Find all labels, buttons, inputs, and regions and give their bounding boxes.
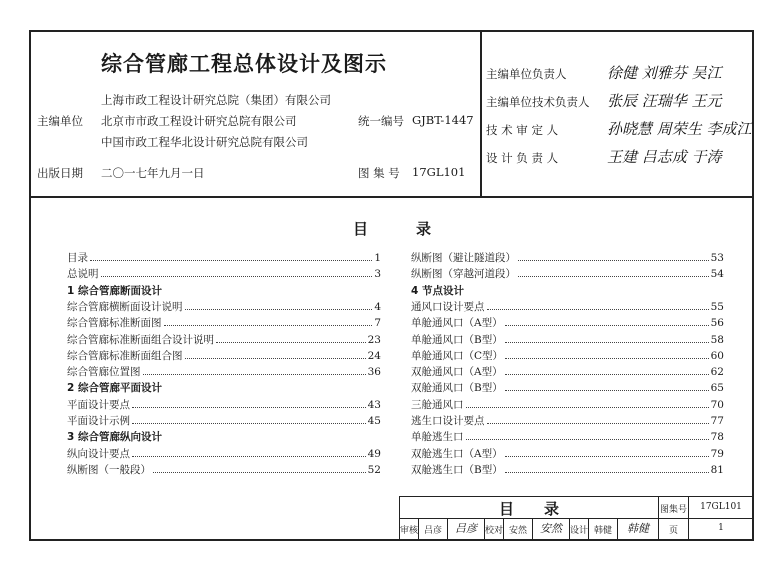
design-label: 设计 xyxy=(570,526,589,536)
unified-no-label: 统一编号 xyxy=(358,114,404,128)
org-line-3: 中国市政工程华北设计研究总院有限公司 xyxy=(101,135,308,149)
toc-entry[interactable] xyxy=(67,446,381,462)
title-block-name: 目 录 xyxy=(498,500,559,518)
toc-entry-page: 60 xyxy=(710,349,724,362)
toc-leader-dots xyxy=(143,364,366,375)
toc-leader-dots xyxy=(505,348,709,359)
toc-heading-right: 录 xyxy=(416,220,432,238)
toc-entry-page: 55 xyxy=(710,300,724,313)
role-2: 主编单位技术负责人 xyxy=(486,95,590,109)
review-label: 审核 xyxy=(400,526,419,536)
signature-1: 徐健 刘雅芬 吴江 xyxy=(607,64,722,82)
toc-entry-page: 45 xyxy=(367,415,381,427)
toc-entry-page: 77 xyxy=(710,415,724,427)
org-line-2: 北京市市政工程设计研究总院有限公司 xyxy=(101,114,297,128)
toc-entry-label: 目录 xyxy=(67,252,88,264)
toc-entry-page: 56 xyxy=(710,317,724,330)
toc-leader-dots xyxy=(505,364,709,375)
toc-entry-page: 65 xyxy=(710,382,724,395)
toc-leader-dots xyxy=(466,429,709,440)
toc-leader-dots xyxy=(185,299,373,310)
design-name: 韩健 xyxy=(593,526,612,536)
toc-entry[interactable] xyxy=(67,250,381,266)
toc-entry[interactable] xyxy=(411,250,724,266)
toc-entry-label: 单舱通风口（C型） xyxy=(411,349,504,362)
toc-leader-dots xyxy=(153,462,366,473)
toc-entry-page: 62 xyxy=(710,366,724,379)
toc-entry-label: 综合管廊横断面设计说明 xyxy=(67,300,183,313)
header-block xyxy=(31,32,752,198)
toc-entry-label: 综合管廊位置图 xyxy=(67,366,141,379)
toc-heading-left: 目 xyxy=(353,220,369,238)
toc-entry-page: 49 xyxy=(367,447,381,460)
toc-entry[interactable] xyxy=(411,266,724,282)
toc-leader-dots xyxy=(518,250,709,261)
toc-leader-dots xyxy=(132,397,366,408)
toc-entry-label: 单舱通风口（B型） xyxy=(411,333,503,346)
toc-entry-label: 三舱通风口 xyxy=(411,398,464,411)
header-divider xyxy=(480,32,482,196)
toc-entry-page: 54 xyxy=(710,268,724,281)
role-1: 主编单位负责人 xyxy=(486,67,567,81)
toc-entry-label: 纵断图（避让隧道段） xyxy=(411,252,516,264)
signature-3: 孙晓慧 周荣生 李成江 xyxy=(607,120,752,138)
toc-entry-label: 单舱通风口（A型） xyxy=(411,317,503,330)
toc-entry[interactable] xyxy=(411,446,724,462)
toc-entry-page: 7 xyxy=(374,317,381,330)
toc-entry-label: 逃生口设计要点 xyxy=(411,415,485,427)
toc-entry[interactable] xyxy=(411,299,724,315)
toc-leader-dots xyxy=(101,266,373,277)
toc-leader-dots xyxy=(487,299,709,310)
toc-leader-dots xyxy=(505,380,709,391)
toc-entry-page: 3 xyxy=(374,268,381,281)
toc-entry-label: 综合管廊标准断面组合设计说明 xyxy=(67,333,214,346)
toc-entry[interactable] xyxy=(67,332,381,348)
design-signature: 韩健 xyxy=(627,522,649,535)
role-3: 技 术 审 定 人 xyxy=(486,123,559,137)
title-block xyxy=(399,496,753,540)
toc-entry[interactable] xyxy=(411,315,724,331)
toc-leader-dots xyxy=(505,462,709,473)
toc-leader-dots xyxy=(505,446,709,457)
review-name: 吕彦 xyxy=(423,526,442,536)
toc-entry-page: 78 xyxy=(710,431,724,444)
toc-entry[interactable] xyxy=(67,266,381,282)
atlas-label: 图 集 号 xyxy=(358,166,400,180)
toc-section-heading: 2 综合管廊平面设计 xyxy=(67,382,162,395)
toc-entry-label: 综合管廊标准断面组合图 xyxy=(67,349,183,362)
title-block-atlas-label: 图集号 xyxy=(659,505,687,515)
toc-entry[interactable] xyxy=(67,364,381,380)
toc-entry-page: 52 xyxy=(367,463,381,476)
toc-entry[interactable] xyxy=(67,397,381,413)
toc-entry-page: 36 xyxy=(367,366,381,379)
toc-entry-page: 79 xyxy=(710,447,724,460)
toc-entry[interactable] xyxy=(411,332,724,348)
toc-entry[interactable] xyxy=(67,413,381,429)
toc-leader-dots xyxy=(185,348,366,359)
toc-entry-label: 总说明 xyxy=(67,268,99,281)
date-label: 出版日期 xyxy=(37,166,83,180)
toc-entry-label: 纵断图（一般段） xyxy=(67,463,151,476)
role-4: 设 计 负 责 人 xyxy=(486,151,559,165)
drawing-sheet xyxy=(29,30,754,541)
toc-entry-page: 4 xyxy=(374,300,381,313)
org-label: 主编单位 xyxy=(37,114,83,128)
signature-2: 张辰 汪瑞华 王元 xyxy=(607,92,722,110)
toc-entry-page: 43 xyxy=(367,398,381,411)
toc-entry[interactable] xyxy=(411,413,724,429)
toc-entry[interactable] xyxy=(411,348,724,364)
toc-entry-label: 单舱逃生口 xyxy=(411,431,464,444)
toc-entry-label: 双舱通风口（B型） xyxy=(411,382,503,395)
toc-leader-dots xyxy=(164,315,373,326)
publish-date: 二〇一七年九月一日 xyxy=(101,166,205,180)
page-number: 1 xyxy=(718,523,724,533)
toc-entry[interactable] xyxy=(411,397,724,413)
org-line-1: 上海市政工程设计研究总院（集团）有限公司 xyxy=(101,93,331,107)
toc-entry-page: 24 xyxy=(367,349,381,362)
document-title: 综合管廊工程总体设计及图示 xyxy=(101,52,387,76)
signature-4: 王建 吕志成 于涛 xyxy=(607,148,722,166)
toc-entry[interactable] xyxy=(411,380,724,396)
toc-leader-dots xyxy=(466,397,709,408)
toc-entry[interactable] xyxy=(67,348,381,364)
toc-leader-dots xyxy=(90,250,372,261)
toc-entry-page: 1 xyxy=(374,252,381,264)
toc-entry[interactable] xyxy=(67,299,381,315)
toc-entry-label: 平面设计示例 xyxy=(67,415,130,427)
toc-leader-dots xyxy=(505,332,709,343)
toc-leader-dots xyxy=(518,266,709,277)
toc-section-heading: 1 综合管廊断面设计 xyxy=(67,284,162,297)
toc-entry[interactable] xyxy=(411,429,724,445)
toc-entry[interactable] xyxy=(67,462,381,478)
toc-entry-page: 70 xyxy=(710,398,724,411)
atlas-no: 17GL101 xyxy=(412,165,466,179)
toc-leader-dots xyxy=(132,413,366,424)
page-label: 页 xyxy=(668,526,678,536)
toc-entry[interactable] xyxy=(67,315,381,331)
toc-entry-page: 81 xyxy=(710,463,724,476)
toc-entry-label: 双舱逃生口（A型） xyxy=(411,447,503,460)
toc-leader-dots xyxy=(505,315,709,326)
check-name: 安然 xyxy=(508,526,527,536)
toc-leader-dots xyxy=(132,446,366,457)
title-block-atlas-no: 17GL101 xyxy=(700,502,742,512)
toc-entry-label: 双舱逃生口（B型） xyxy=(411,463,503,476)
toc-section-heading: 3 综合管廊纵向设计 xyxy=(67,431,162,444)
toc-entry-label: 双舱通风口（A型） xyxy=(411,366,503,379)
check-signature: 安然 xyxy=(540,522,562,535)
toc-entry-label: 通风口设计要点 xyxy=(411,300,485,313)
review-signature: 吕彦 xyxy=(455,522,477,535)
toc-leader-dots xyxy=(216,332,366,343)
check-label: 校对 xyxy=(485,526,504,536)
unified-no: GJBT-1447 xyxy=(412,113,474,127)
toc-entry[interactable] xyxy=(411,462,724,478)
toc-entry-label: 平面设计要点 xyxy=(67,398,130,411)
toc-entry-label: 纵断图（穿越河道段） xyxy=(411,268,516,281)
toc-leader-dots xyxy=(487,413,709,424)
toc-entry-page: 53 xyxy=(710,252,724,264)
toc-entry[interactable] xyxy=(411,364,724,380)
toc-entry-page: 23 xyxy=(367,333,381,346)
toc-entry-label: 纵向设计要点 xyxy=(67,447,130,460)
toc-entry-page: 58 xyxy=(710,333,724,346)
toc-entry-label: 综合管廊标准断面图 xyxy=(67,317,162,330)
toc-section-heading: 4 节点设计 xyxy=(411,284,464,297)
